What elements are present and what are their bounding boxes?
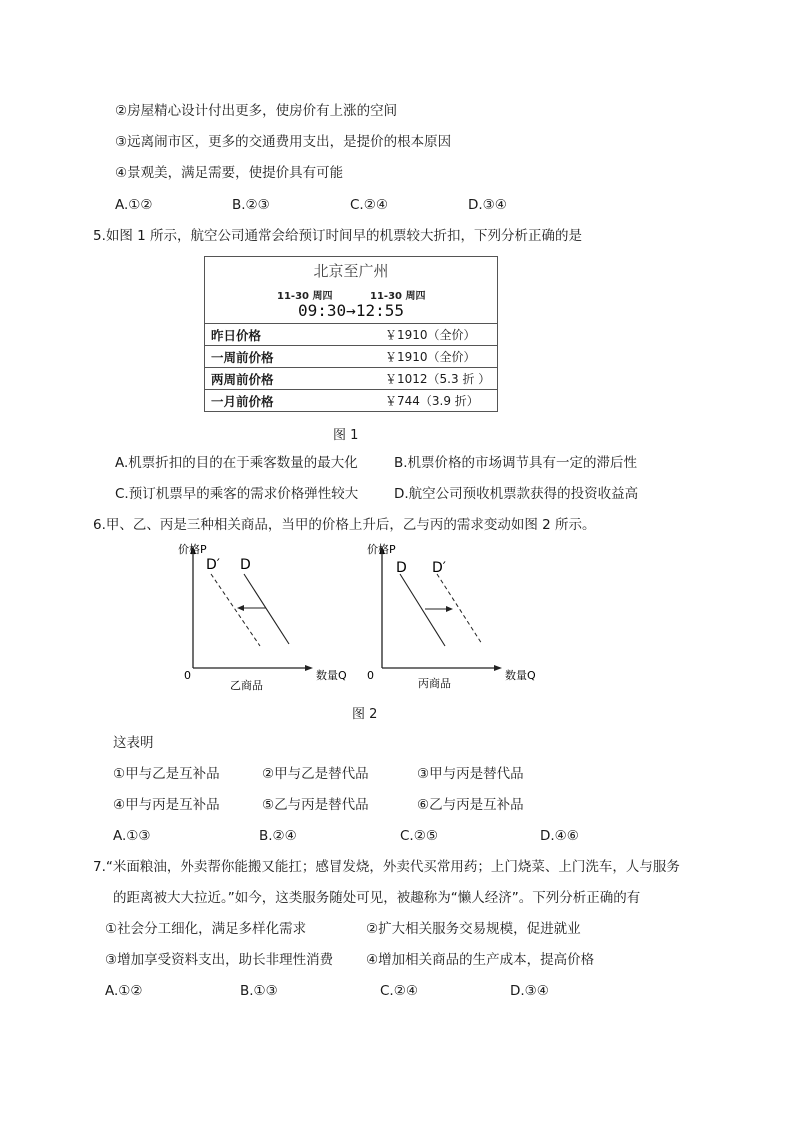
price-label: 两周前价格 (211, 372, 274, 387)
price-row (205, 323, 497, 345)
departure-date: 11-30 周四 (277, 291, 333, 302)
q6-answer-b: B.②④ (259, 828, 297, 844)
x-axis-arrow-icon (494, 665, 502, 671)
curve-label-new: D′ (206, 557, 220, 573)
q7-stem-line1: 7.“米面粮油，外卖帮你能搬又能扛；感冒发烧，外卖代买常用药；上门烧菜、上门洗车，人与服务 (93, 859, 680, 875)
q7-option: ①社会分工细化，满足多样化需求 (105, 921, 307, 937)
q6-answer-a: A.①③ (113, 828, 151, 844)
q6-option: ②甲与乙是替代品 (262, 766, 369, 782)
q7-answer-a: A.①② (105, 983, 143, 999)
q6-option: ⑤乙与丙是替代品 (262, 797, 369, 813)
curve-label-new: D′ (432, 560, 446, 576)
price-row (205, 367, 497, 389)
curve-label-original: D (396, 560, 407, 576)
x-axis-label: 数量Q (316, 669, 347, 682)
demand-curve-original (400, 574, 445, 646)
price-label: 一周前价格 (211, 350, 274, 365)
q6-option: ④甲与丙是互补品 (113, 797, 220, 813)
q7-option: ③增加享受资料支出，助长非理性消费 (105, 952, 334, 968)
goods-label: 丙商品 (418, 677, 451, 690)
demand-curve-original (244, 574, 289, 644)
q6-option: ⑥乙与丙是互补品 (417, 797, 524, 813)
shift-arrowhead-icon (446, 606, 453, 612)
price-value: ￥1910（全价） (385, 350, 476, 364)
origin-label: 0 (367, 669, 374, 682)
price-value: ￥1012（5.3 折 ） (385, 372, 491, 386)
q4-answer-a: A.①② (115, 197, 153, 213)
q5-stem: 5.如图 1 所示，航空公司通常会给预订时间早的机票较大折扣，下列分析正确的是 (93, 228, 583, 244)
figure-2-caption: 图 2 (352, 707, 378, 722)
curve-label-original: D (240, 557, 251, 573)
q7-answer-b: B.①③ (240, 983, 278, 999)
q4-answer-d: D.③④ (468, 197, 507, 213)
flight-times (205, 301, 497, 320)
y-axis-label: 价格P (178, 543, 207, 556)
origin-label: 0 (184, 669, 191, 682)
arrow-icon: → (346, 301, 356, 320)
q6-intro: 这表明 (113, 735, 154, 751)
q7-stem-line2: 的距离被大大拉近。”如今，这类服务随处可见，被趣称为“懒人经济”。下列分析正确的有 (113, 890, 641, 906)
shift-arrowhead-icon (237, 605, 244, 611)
q6-answer-d: D.④⑥ (540, 828, 579, 844)
figure-1-caption: 图 1 (333, 428, 359, 443)
option-4: ④景观美，满足需要，使提价具有可能 (115, 165, 344, 181)
q5-answer-c: C.预订机票早的乘客的需求价格弹性较大 (115, 486, 359, 502)
option-2: ②房屋精心设计付出更多，使房价有上涨的空间 (115, 103, 398, 119)
q5-answer-b: B.机票价格的市场调节具有一定的滞后性 (394, 455, 638, 471)
q6-option: ③甲与丙是替代品 (417, 766, 524, 782)
q7-option: ②扩大相关服务交易规模，促进就业 (366, 921, 581, 937)
ticket-price-table (204, 256, 498, 412)
arrival-date: 11-30 周四 (370, 291, 426, 302)
route-title: 北京至广州 (313, 262, 389, 280)
arrival-time: 12:55 (355, 301, 404, 320)
q6-answer-c: C.②⑤ (400, 828, 438, 844)
option-3: ③远离闹市区，更多的交通费用支出，是提价的根本原因 (115, 134, 452, 150)
price-value: ￥1910（全价） (385, 328, 476, 342)
q7-answer-d: D.③④ (510, 983, 549, 999)
demand-curve-new (211, 574, 260, 646)
price-row (205, 345, 497, 367)
price-value: ￥744（3.9 折） (385, 394, 479, 408)
q5-answer-a: A.机票折扣的目的在于乘客数量的最大化 (115, 455, 358, 471)
goods-label: 乙商品 (230, 679, 263, 692)
departure-time: 09:30 (298, 301, 347, 320)
price-label: 昨日价格 (211, 328, 262, 343)
q7-answer-c: C.②④ (380, 983, 418, 999)
price-label: 一月前价格 (211, 394, 274, 409)
x-axis-arrow-icon (305, 665, 313, 671)
q4-answer-c: C.②④ (350, 197, 388, 213)
demand-shift-diagrams (160, 538, 560, 698)
price-row (205, 389, 497, 411)
diagram-goods-bing (367, 542, 536, 690)
x-axis-label: 数量Q (505, 669, 536, 682)
q4-answer-b: B.②③ (232, 197, 270, 213)
diagram-goods-yi (178, 542, 347, 692)
q6-stem: 6.甲、乙、丙是三种相关商品，当甲的价格上升后，乙与丙的需求变动如图 2 所示。 (93, 517, 596, 533)
y-axis-label: 价格P (367, 543, 396, 556)
q5-answer-d: D.航空公司预收机票款获得的投资收益高 (394, 486, 639, 502)
q6-option: ①甲与乙是互补品 (113, 766, 220, 782)
q7-option: ④增加相关商品的生产成本，提高价格 (366, 952, 595, 968)
